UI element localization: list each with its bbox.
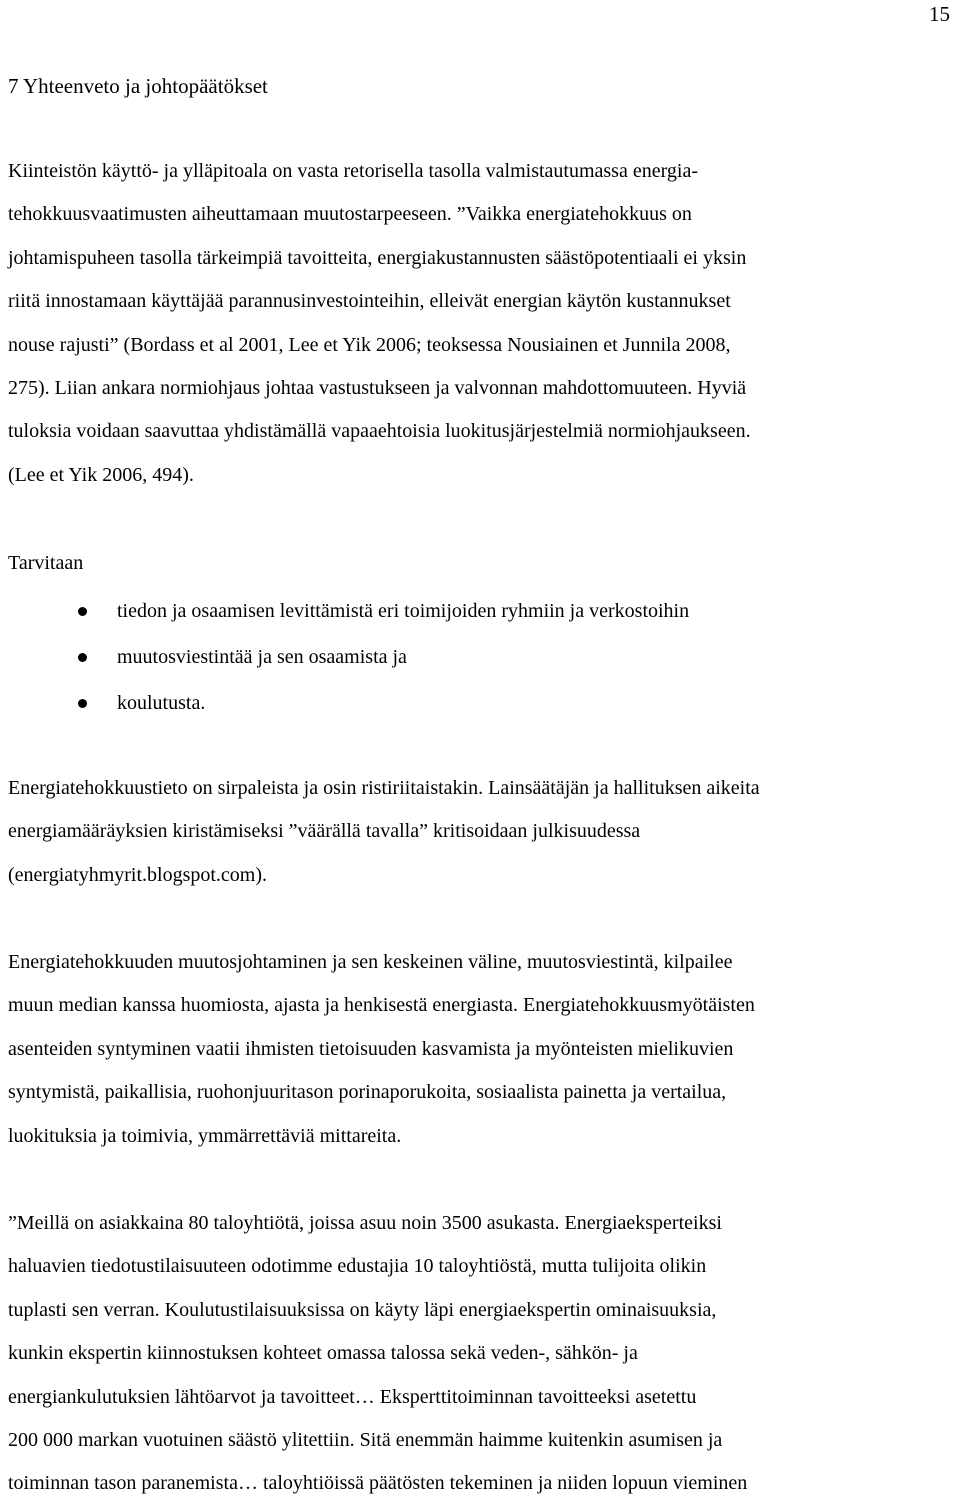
paragraph-line: 200 000 markan vuotuinen säästö ylitettiin. Sitä enemmän haimme kuitenkin asumisen ja [8,1429,723,1452]
paragraph-line: 275). Liian ankara normiohjaus johtaa vastustukseen ja valvonnan mahdottomuuteen. Hyviä [8,377,747,400]
bullet-icon [78,607,87,616]
bullet-icon [78,653,87,662]
paragraph-summary [8,150,953,497]
paragraph-line: energiankulutuksien lähtöarvot ja tavoitteet… Eksperttitoiminnan tavoitteeksi asetettu [8,1385,697,1408]
paragraph-line: toiminnan tason paranemista… taloyhtiöissä päätösten tekeminen ja niiden lopuun vieminen [8,1472,748,1495]
list-item-text: koulutusta. [117,692,206,714]
paragraph-line: asenteiden syntyminen vaatii ihmisten tietoisuuden kasvamista ja myönteisten mielikuvien [8,1037,734,1060]
paragraph-line: tuplasti sen verran. Koulutustilaisuuksissa on käyty läpi energiaekspertin ominaisuuksia, [8,1298,717,1321]
list-item-text: muutosviestintää ja sen osaamista ja [117,646,407,668]
paragraph-line: tehokkuusvaatimusten aiheuttamaan muutostarpeeseen. ”Vaikka energiatehokkuus on [8,203,692,226]
paragraph-quote [8,1202,953,1506]
paragraph-line: tuloksia voidaan saavuttaa yhdistämällä vapaaehtoisia luokitusjärjestelmiä normiohjaukseen. [8,420,751,443]
paragraph-line: Energiatehokkuuden muutosjohtaminen ja sen keskeinen väline, muutosviestintä, kilpailee [8,951,733,973]
list-item [0,634,960,680]
paragraph-line: muun median kanssa huomiosta, ajasta ja henkisestä energiasta. Energiatehokkuusmyötäisten [8,994,755,1017]
paragraph-line: (energiatyhmyrit.blogspot.com). [8,863,268,886]
paragraph-information [8,767,953,897]
paragraph-needs-intro [8,542,953,585]
section-heading: 7 Yhteenveto ja johtopäätökset [8,74,268,98]
paragraph-line: Energiatehokkuustieto on sirpaleista ja osin ristiriitaistakin. Lainsäätäjän ja hallituksen aikeita [8,777,760,799]
paragraph-line: johtamispuheen tasolla tärkeimpiä tavoitteita, energiakustannusten säästöpotentiaali ei yksin [8,246,747,269]
paragraph-line: haluavien tiedotustilaisuuteen odotimme edustajia 10 taloyhtiöstä, mutta tulijoita olikin [8,1255,707,1278]
paragraph-line: nouse rajusti” (Bordass et al 2001, Lee et Yik 2006; teoksessa Nousiainen et Junnila 2008, [8,333,731,356]
paragraph-change-management [8,941,953,1158]
paragraph-line: riitä innostamaan käyttäjää parannusinvestointeihin, elleivät energian käytön kustannukset [8,290,731,313]
list-item [0,588,960,634]
paragraph-line: Tarvitaan [8,552,84,574]
paragraph-line: luokituksia ja toimivia, ymmärrettäviä mittareita. [8,1124,402,1147]
paragraph-line: Kiinteistön käyttö- ja ylläpitoala on vasta retorisella tasolla valmistautumassa energia- [8,160,698,182]
bullet-icon [78,699,87,708]
paragraph-line: kunkin ekspertin kiinnostuksen kohteet omassa talossa sekä veden-, sähkön- ja [8,1342,638,1365]
list-item-text: tiedon ja osaamisen levittämistä eri toimijoiden ryhmiin ja verkostoihin [117,600,690,622]
paragraph-line: ”Meillä on asiakkaina 80 taloyhtiötä, joissa asuu noin 3500 asukasta. Energiaeksperteiksi [8,1212,722,1234]
page-number: 15 [929,2,950,26]
list-item [0,680,960,726]
paragraph-line: (Lee et Yik 2006, 494). [8,463,194,486]
needs-list [0,588,960,726]
paragraph-line: syntymistä, paikallisia, ruohonjuuritason porinaporukoita, sosiaalista painetta ja vertailua, [8,1081,727,1104]
paragraph-line: energiamääräyksien kiristämiseksi ”väärällä tavalla” kritisoidaan julkisuudessa [8,820,641,843]
